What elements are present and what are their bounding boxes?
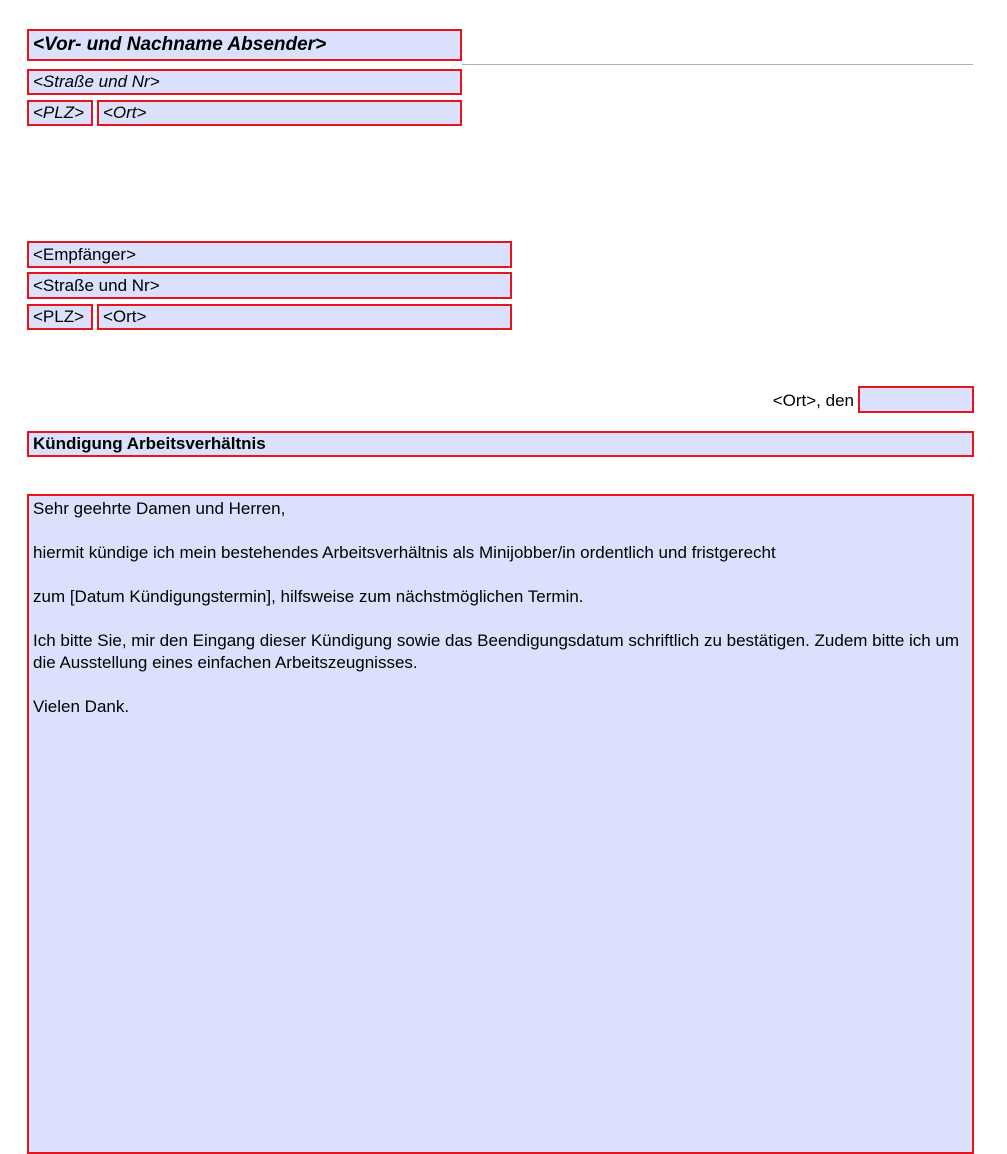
recipient-city-field[interactable]: <Ort> (97, 304, 512, 330)
recipient-street-field[interactable]: <Straße und Nr> (27, 272, 512, 299)
sender-zip-field[interactable]: <PLZ> (27, 100, 93, 126)
date-line-prefix: <Ort>, den (772, 391, 854, 410)
recipient-zip-field[interactable]: <PLZ> (27, 304, 93, 330)
closing-text: Vielen Dank. (33, 697, 130, 716)
body-paragraph-3: Ich bitte Sie, mir den Eingang dieser Kündigung sowie das Beendigungsdatum schriftlich zu bestätigen. Zudem bitte ich um die Ausstellung eines einfachen Arbeitszeugnisses. (33, 631, 960, 672)
body-paragraph-1: hiermit kündige ich mein bestehendes Arbeitsverhältnis als Minijobber/in ordentlich und fristgerecht (33, 543, 776, 562)
recipient-name-field[interactable]: <Empfänger> (27, 241, 512, 268)
sender-street-field[interactable]: <Straße und Nr> (27, 69, 462, 95)
date-field[interactable] (858, 386, 974, 413)
sender-name-field[interactable]: <Vor- und Nachname Absender> (27, 29, 462, 61)
subject-field[interactable]: Kündigung Arbeitsverhältnis (27, 431, 974, 457)
sender-separator-line (462, 64, 973, 65)
letter-body-field[interactable] (27, 494, 974, 1154)
salutation-text: Sehr geehrte Damen und Herren, (33, 499, 286, 518)
sender-city-field[interactable]: <Ort> (97, 100, 462, 126)
body-paragraph-2: zum [Datum Kündigungstermin], hilfsweise zum nächstmöglichen Termin. (33, 587, 584, 606)
